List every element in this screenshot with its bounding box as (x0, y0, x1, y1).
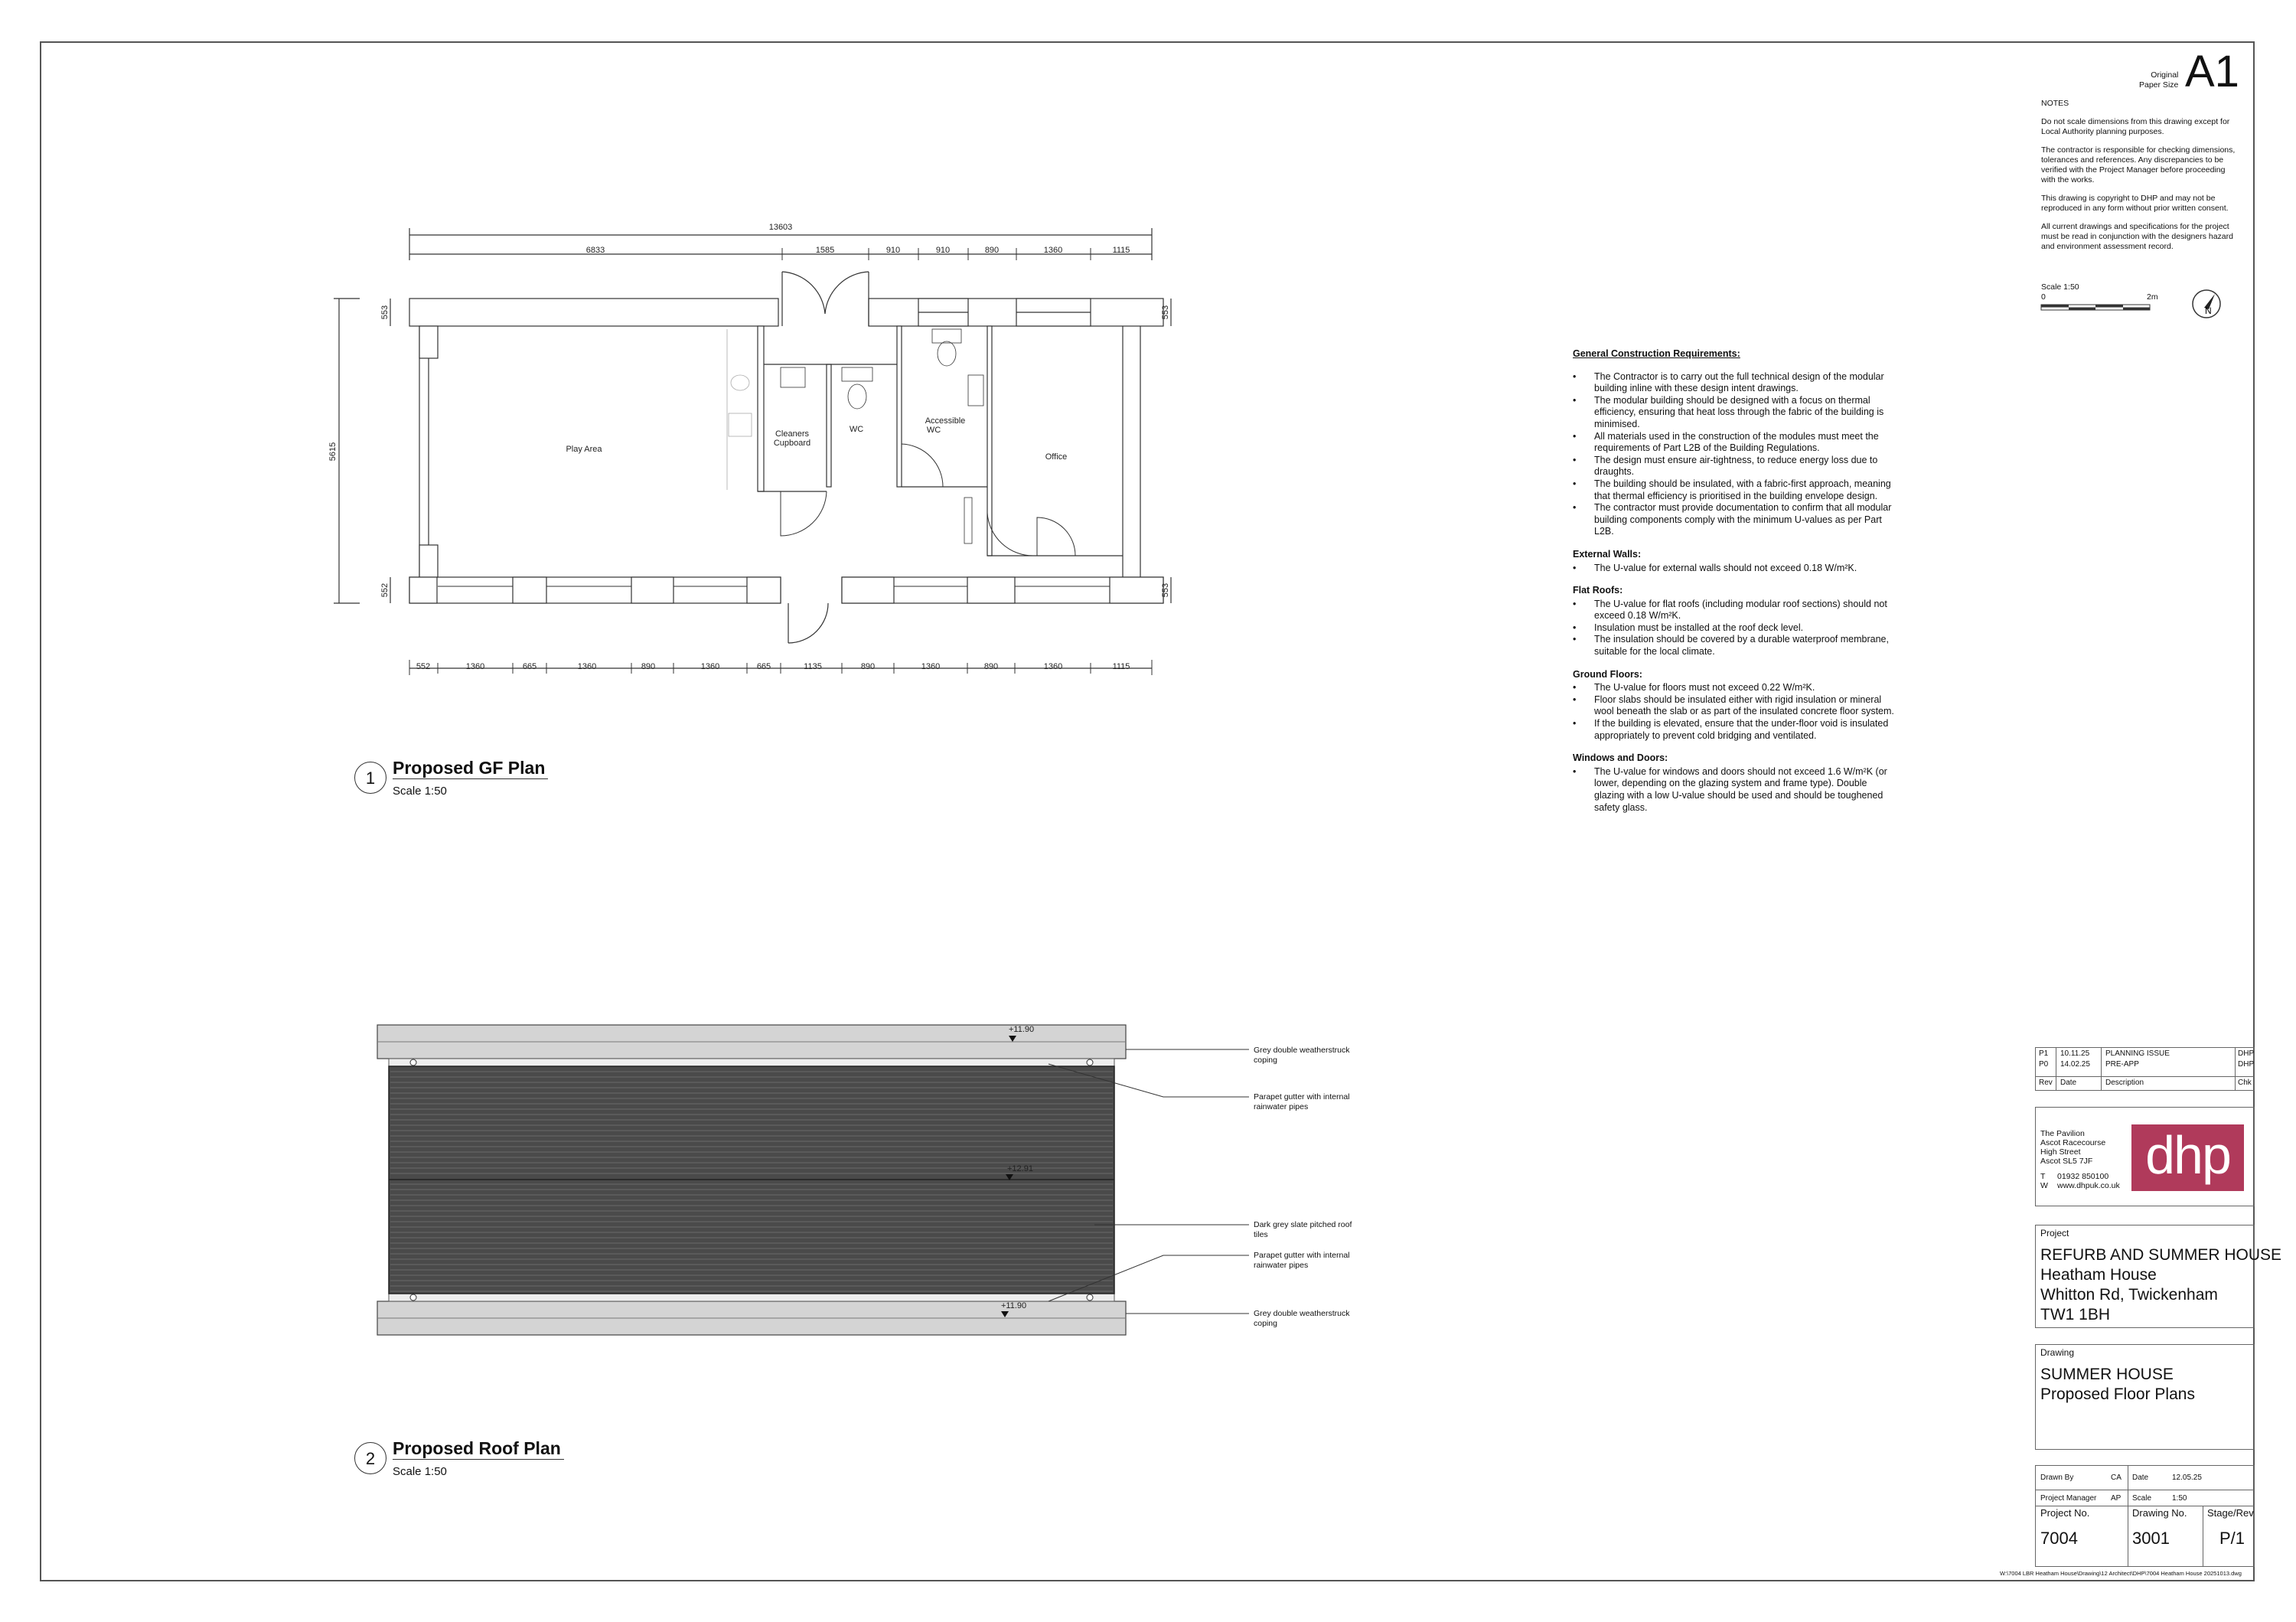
room-wc: WC (849, 425, 864, 434)
roof-plan-scale: Scale 1:50 (393, 1465, 447, 1478)
project-title (2040, 1245, 2281, 1325)
roof-level-top: +11.90 (1009, 1025, 1035, 1034)
room-cleaners: Cupboard (773, 439, 811, 448)
gf-plan-scale: Scale 1:50 (393, 785, 447, 798)
requirement-item: • The building should be insulated, with a fabric-first approach, meaning that thermal efficiency is prioritised in the building envelope design. (1573, 478, 1894, 502)
dim-bottom: 890 (860, 662, 876, 671)
construction-heading: General Construction Requirements: (1573, 348, 1740, 359)
dim-bottom: 1360 (465, 662, 485, 671)
roof-plan-drawing (377, 1025, 1249, 1335)
drawing-no-label: Drawing No. (2132, 1507, 2187, 1519)
project-block (2035, 1225, 2282, 1328)
rev-header: Description (2105, 1079, 2144, 1087)
drawing-line: Proposed Floor Plans (2040, 1385, 2195, 1403)
requirement-item: • The U-value for windows and doors should not exceed 1.6 W/m²K (or lower, depending on the glazing system and frame type). Double glazing with a low U-value should be used and should be toughened safety glass. (1573, 766, 1894, 814)
roof-plan-number-bubble: 2 (354, 1442, 386, 1474)
general-list (1573, 371, 1894, 538)
scale-label: Scale (2132, 1494, 2152, 1503)
pm-value: AP (2111, 1494, 2122, 1503)
dim-top: 910 (935, 246, 951, 255)
note-item: Do not scale dimensions from this drawing except for Local Authority planning purposes. (2041, 117, 2230, 136)
floors-heading: Ground Floors: (1573, 668, 1642, 680)
scale-bar-start: 0 (2041, 292, 2046, 302)
gf-plan-drawing (334, 228, 1171, 675)
web-value: www.dhpuk.co.uk (2057, 1181, 2120, 1190)
dim-top: 890 (984, 246, 1000, 255)
roofs-list (1573, 599, 1894, 658)
dim-left-top: 553 (380, 305, 390, 320)
roof-annotation: Parapet gutter with internal rainwater pipes (1254, 1092, 1350, 1111)
top-dim-labels (586, 246, 1130, 255)
windows-heading: Windows and Doors: (1573, 752, 1668, 764)
dim-left-overall: 5615 (328, 442, 338, 462)
roof-level-bottom: +11.90 (1001, 1301, 1027, 1310)
roof-plan-title: Proposed Roof Plan (393, 1438, 564, 1460)
web-label: W (2040, 1181, 2048, 1190)
room-cleaners: Cleaners (775, 429, 810, 439)
rev-header: Chk (2238, 1079, 2252, 1087)
roof-annotation: Grey double weatherstruck coping (1254, 1309, 1350, 1328)
requirement-item: • The design must ensure air-tightness, to reduce energy loss due to draughts. (1573, 455, 1894, 478)
scale-bar-label: Scale 1:50 (2041, 282, 2079, 292)
requirement-item: • All materials used in the construction of the modules must meet the requirements of Part L2B of the Building Regulations. (1573, 431, 1894, 455)
dim-top: 1585 (815, 246, 835, 255)
note-item: The contractor is responsible for checking dimensions, tolerances and references. Any discrepancies to be verified with the Project Manager before proceeding with the works. (2041, 145, 2236, 184)
scale-bar-end: 2m (2147, 292, 2158, 302)
requirement-item: • The Contractor is to carry out the full technical design of the modular building inline with these design intent drawings. (1573, 371, 1894, 395)
dhp-logo-text: dhp (2145, 1125, 2230, 1185)
construction-requirements (1573, 348, 1894, 824)
address-line: High Street (2040, 1147, 2081, 1157)
rev-date-cell: 14.02.25 (2060, 1060, 2090, 1069)
rev-chk-cell: DHP (2238, 1049, 2255, 1058)
project-no-label: Project No. (2040, 1507, 2090, 1519)
notes-block (2041, 99, 2236, 260)
drawing-title (2040, 1365, 2195, 1405)
project-label: Project (2040, 1228, 2069, 1239)
rev-date-cell: 10.11.25 (2060, 1049, 2090, 1058)
stage-value: P/1 (2219, 1529, 2245, 1548)
note-item: This drawing is copyright to DHP and may not be reproduced in any form without prior written consent. (2041, 194, 2229, 213)
dim-bottom: 552 (416, 662, 431, 671)
dim-overall: 13603 (768, 223, 793, 232)
dim-bottom: 665 (756, 662, 771, 671)
requirement-item: • The U-value for floors must not exceed 0.22 W/m²K. (1573, 682, 1894, 694)
date-label: Date (2132, 1474, 2149, 1482)
company-block (2035, 1107, 2255, 1206)
room-accessible-wc: WC (926, 426, 941, 435)
drawing-no-value: 3001 (2132, 1529, 2170, 1548)
stage-label: Stage/Rev (2207, 1507, 2254, 1519)
dim-bottom: 1360 (700, 662, 720, 671)
rev-cell: P0 (2039, 1060, 2049, 1069)
walls-list (1573, 563, 1894, 575)
dim-left-bottom: 552 (380, 583, 390, 598)
paper-size: A1 (2185, 47, 2239, 96)
requirement-item: • Insulation must be installed at the roof deck level. (1573, 622, 1894, 635)
file-path: W:\7004 LBR Heatham House\Drawing\12 Architect\DHP\7004 Heatham House 20251013.dwg (2000, 1570, 2242, 1577)
drawing-title-block (2035, 1344, 2255, 1450)
scale-value: 1:50 (2172, 1494, 2187, 1503)
dim-right-bottom: 553 (1161, 583, 1170, 598)
walls-heading: External Walls: (1573, 548, 1642, 560)
dim-right-top: 553 (1161, 305, 1170, 320)
requirement-item: • The insulation should be covered by a durable waterproof membrane, suitable for the local climate. (1573, 634, 1894, 658)
room-accessible-wc: Accessible (925, 416, 966, 426)
address-line: Ascot SL5 7JF (2040, 1157, 2093, 1166)
scale-bar (2040, 303, 2152, 312)
north-label: N (2205, 305, 2212, 316)
dim-bottom: 1135 (804, 662, 822, 671)
roofs-heading: Flat Roofs: (1573, 585, 1623, 596)
roof-annotation: Parapet gutter with internal rainwater pipes (1254, 1251, 1350, 1270)
rev-desc-cell: PRE-APP (2105, 1060, 2139, 1069)
drawn-by-label: Drawn By (2040, 1474, 2074, 1482)
dim-top: 6833 (585, 246, 605, 255)
roof-level-ridge: +12.91 (1007, 1164, 1033, 1173)
dim-bottom: 890 (983, 662, 999, 671)
dim-bottom: 1360 (921, 662, 941, 671)
bottom-dim-labels (416, 662, 1130, 671)
note-item: All current drawings and specifications for the project must be read in conjunction with the designers hazard and environment assessment record. (2041, 222, 2233, 251)
drawing-details (2035, 1465, 2255, 1567)
requirement-item: • The modular building should be designed with a focus on thermal efficiency, ensuring that heat loss through the fabric of the building is minimised. (1573, 395, 1894, 431)
requirement-item: • The U-value for external walls should not exceed 0.18 W/m²K. (1573, 563, 1894, 575)
tel-label: T (2040, 1172, 2046, 1181)
drawing-label: Drawing (2040, 1347, 2075, 1358)
rev-desc-cell: PLANNING ISSUE (2105, 1049, 2170, 1058)
rev-chk-cell: DHP (2238, 1060, 2255, 1069)
dim-bottom: 1115 (1112, 662, 1130, 671)
room-play-area: Play Area (566, 445, 602, 454)
requirement-item: • The contractor must provide documentation to confirm that all modular building components comply with the minimum U-values as per Part L2B. (1573, 502, 1894, 538)
revision-table (2035, 1047, 2255, 1091)
dim-top: 1115 (1112, 246, 1130, 255)
room-office: Office (1045, 452, 1068, 462)
dhp-logo (2131, 1124, 2244, 1191)
gf-plan-number-bubble: 1 (354, 762, 386, 794)
dim-top: 1360 (1043, 246, 1063, 255)
project-line: Whitton Rd, Twickenham (2040, 1286, 2218, 1304)
north-arrow-icon (2189, 286, 2224, 321)
project-line: Heatham House (2040, 1266, 2157, 1284)
dim-bottom: 890 (641, 662, 656, 671)
drawn-by-value: CA (2111, 1474, 2122, 1482)
rev-cell: P1 (2039, 1049, 2049, 1058)
dim-bottom: 1360 (577, 662, 597, 671)
dim-top: 910 (885, 246, 901, 255)
dim-bottom: 1360 (1043, 662, 1063, 671)
project-line: TW1 1BH (2040, 1306, 2111, 1323)
rev-header: Rev (2039, 1079, 2053, 1087)
requirement-item: • The U-value for flat roofs (including modular roof sections) should not exceed 0.18 W/m²K. (1573, 599, 1894, 622)
roof-annotation: Dark grey slate pitched roof tiles (1254, 1220, 1352, 1239)
date-value: 12.05.25 (2172, 1474, 2202, 1482)
pm-label: Project Manager (2040, 1494, 2097, 1503)
tel-value: 01932 850100 (2057, 1172, 2109, 1181)
drawing-line: SUMMER HOUSE (2040, 1366, 2174, 1383)
dim-bottom: 665 (522, 662, 537, 671)
paper-size-label: Original Paper Size (2139, 70, 2179, 90)
floors-list (1573, 682, 1894, 742)
project-line: REFURB AND SUMMER HOUSE (2040, 1246, 2282, 1264)
requirement-item: • If the building is elevated, ensure that the under-floor void is insulated appropriately to prevent cold bridging and ventilated. (1573, 718, 1894, 742)
roof-annotation: Grey double weatherstruck coping (1254, 1046, 1350, 1065)
project-no-value: 7004 (2040, 1529, 2078, 1548)
address-line: Ascot Racecourse (2040, 1138, 2106, 1147)
notes-heading: NOTES (2041, 99, 2069, 108)
requirement-item: • Floor slabs should be insulated either with rigid insulation or mineral wool beneath the slab or as part of the insulated concrete floor system. (1573, 694, 1894, 718)
gf-plan-title: Proposed GF Plan (393, 758, 548, 779)
address-line: The Pavilion (2040, 1129, 2085, 1138)
windows-list (1573, 766, 1894, 814)
rev-header: Date (2060, 1079, 2077, 1087)
